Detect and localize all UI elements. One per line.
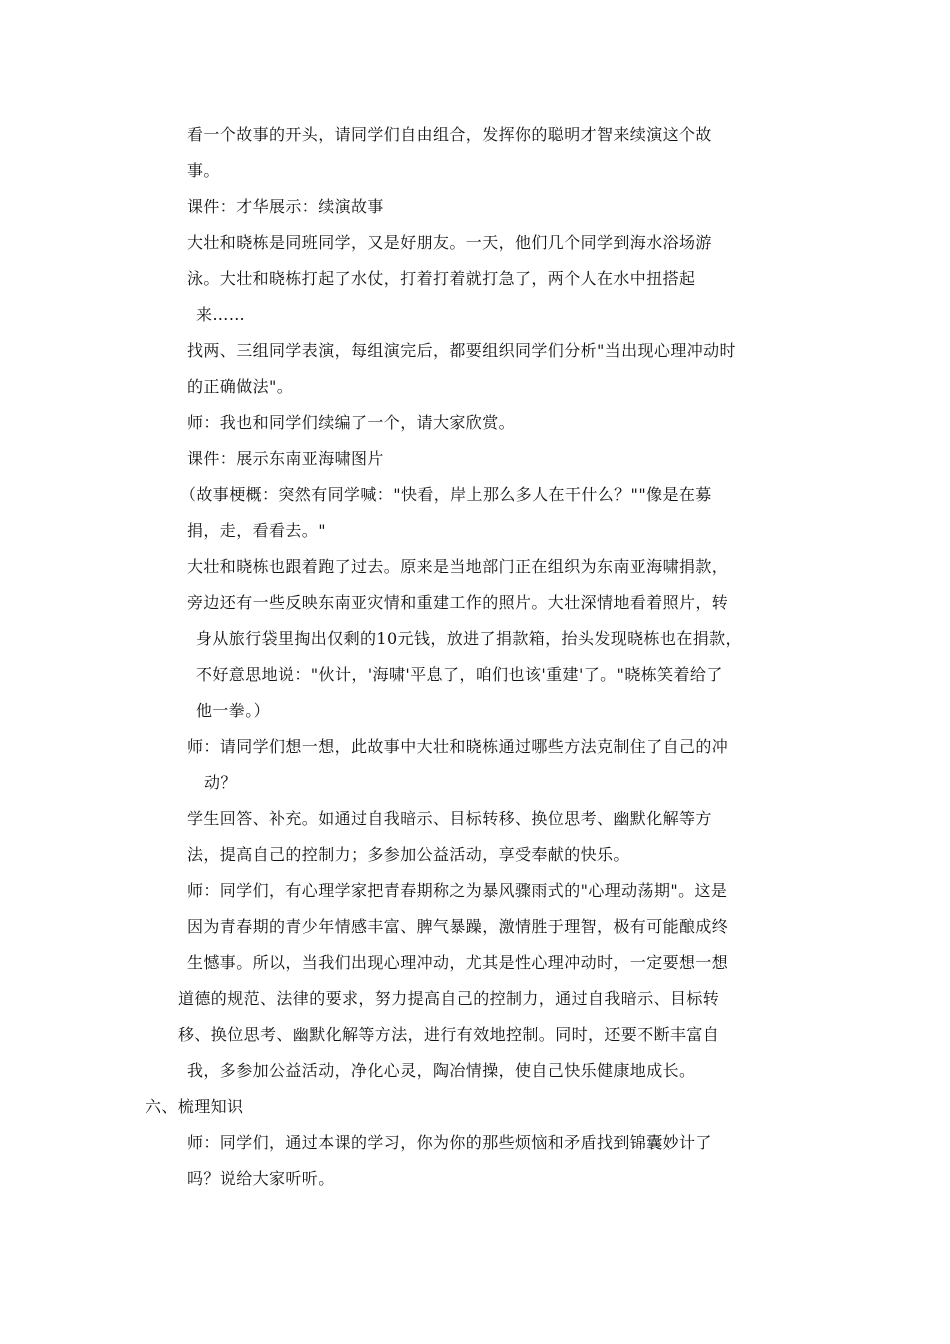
text-line: 找两、三组同学表演，每组演完后，都要组织同学们分析"当出现心理冲动时 bbox=[187, 341, 736, 360]
text-line: （故事梗概：突然有同学喊："快看，岸上那么多人在干什么？""像是在募 bbox=[180, 485, 712, 504]
text-line: 大壮和晓栋也跟着跑了过去。原来是当地部门正在组织为东南亚海啸捐款， bbox=[187, 557, 729, 576]
text-line: 课件：展示东南亚海啸图片 bbox=[187, 449, 384, 468]
text-line: 来…… bbox=[196, 305, 246, 324]
text-line: 动？ bbox=[204, 773, 237, 792]
text-line: 学生回答、补充。如通过自我暗示、目标转移、换位思考、幽默化解等方 bbox=[187, 809, 712, 828]
text-line: 法，提高自己的控制力；多参加公益活动，享受奉献的快乐。 bbox=[187, 845, 630, 864]
text-line: 不好意思地说："伙计，'海啸'平息了，咱们也该'重建'了。"晓栋笑着给了 bbox=[196, 665, 723, 684]
text-line: 课件：才华展示：续演故事 bbox=[187, 197, 384, 216]
text-line: 大壮和晓栋是同班同学，又是好朋友。一天，他们几个同学到海水浴场游 bbox=[187, 233, 712, 252]
text-line: 师：同学们，有心理学家把青春期称之为暴风骤雨式的"心理动荡期"。这是 bbox=[187, 881, 728, 900]
text-line: 我，多参加公益活动，净化心灵，陶冶情操，使自己快乐健康地成长。 bbox=[187, 1061, 696, 1080]
text-line: 捐，走，看看去。" bbox=[187, 521, 326, 540]
text-line: 泳。大壮和晓栋打起了水仗，打着打着就打急了，两个人在水中扭搭起 bbox=[187, 269, 696, 288]
text-line: 师：请同学们想一想，此故事中大壮和晓栋通过哪些方法克制住了自己的冲 bbox=[187, 737, 729, 756]
text-line: 的正确做法"。 bbox=[187, 377, 294, 396]
text-line: 看一个故事的开头，请同学们自由组合，发挥你的聪明才智来续演这个故 bbox=[187, 125, 712, 144]
text-line: 道德的规范、法律的要求，努力提高自己的控制力，通过自我暗示、目标转 bbox=[178, 989, 720, 1008]
text-line: 事。 bbox=[187, 161, 220, 180]
section-heading: 六、梳理知识 bbox=[145, 1097, 244, 1116]
text-line: 旁边还有一些反映东南亚灾情和重建工作的照片。大壮深情地看着照片，转 bbox=[187, 593, 729, 612]
text-line: 吗？说给大家听听。 bbox=[187, 1169, 335, 1188]
text-line: 生憾事。所以，当我们出现心理冲动，尤其是性心理冲动时，一定要想一想 bbox=[187, 953, 729, 972]
text-line: 身从旅行袋里掏出仅剩的10元钱，放进了捐款箱，抬头发现晓栋也在捐款， bbox=[196, 629, 742, 648]
text-line: 师：同学们，通过本课的学习，你为你的那些烦恼和矛盾找到锦囊妙计了 bbox=[187, 1133, 712, 1152]
text-line: 师：我也和同学们续编了一个，请大家欣赏。 bbox=[187, 413, 516, 432]
text-line: 移、换位思考、幽默化解等方法，进行有效地控制。同时，还要不断丰富自 bbox=[178, 1025, 720, 1044]
text-line: 因为青春期的青少年情感丰富、脾气暴躁，激情胜于理智，极有可能酿成终 bbox=[187, 917, 729, 936]
text-line: 他一拳。） bbox=[196, 701, 271, 720]
